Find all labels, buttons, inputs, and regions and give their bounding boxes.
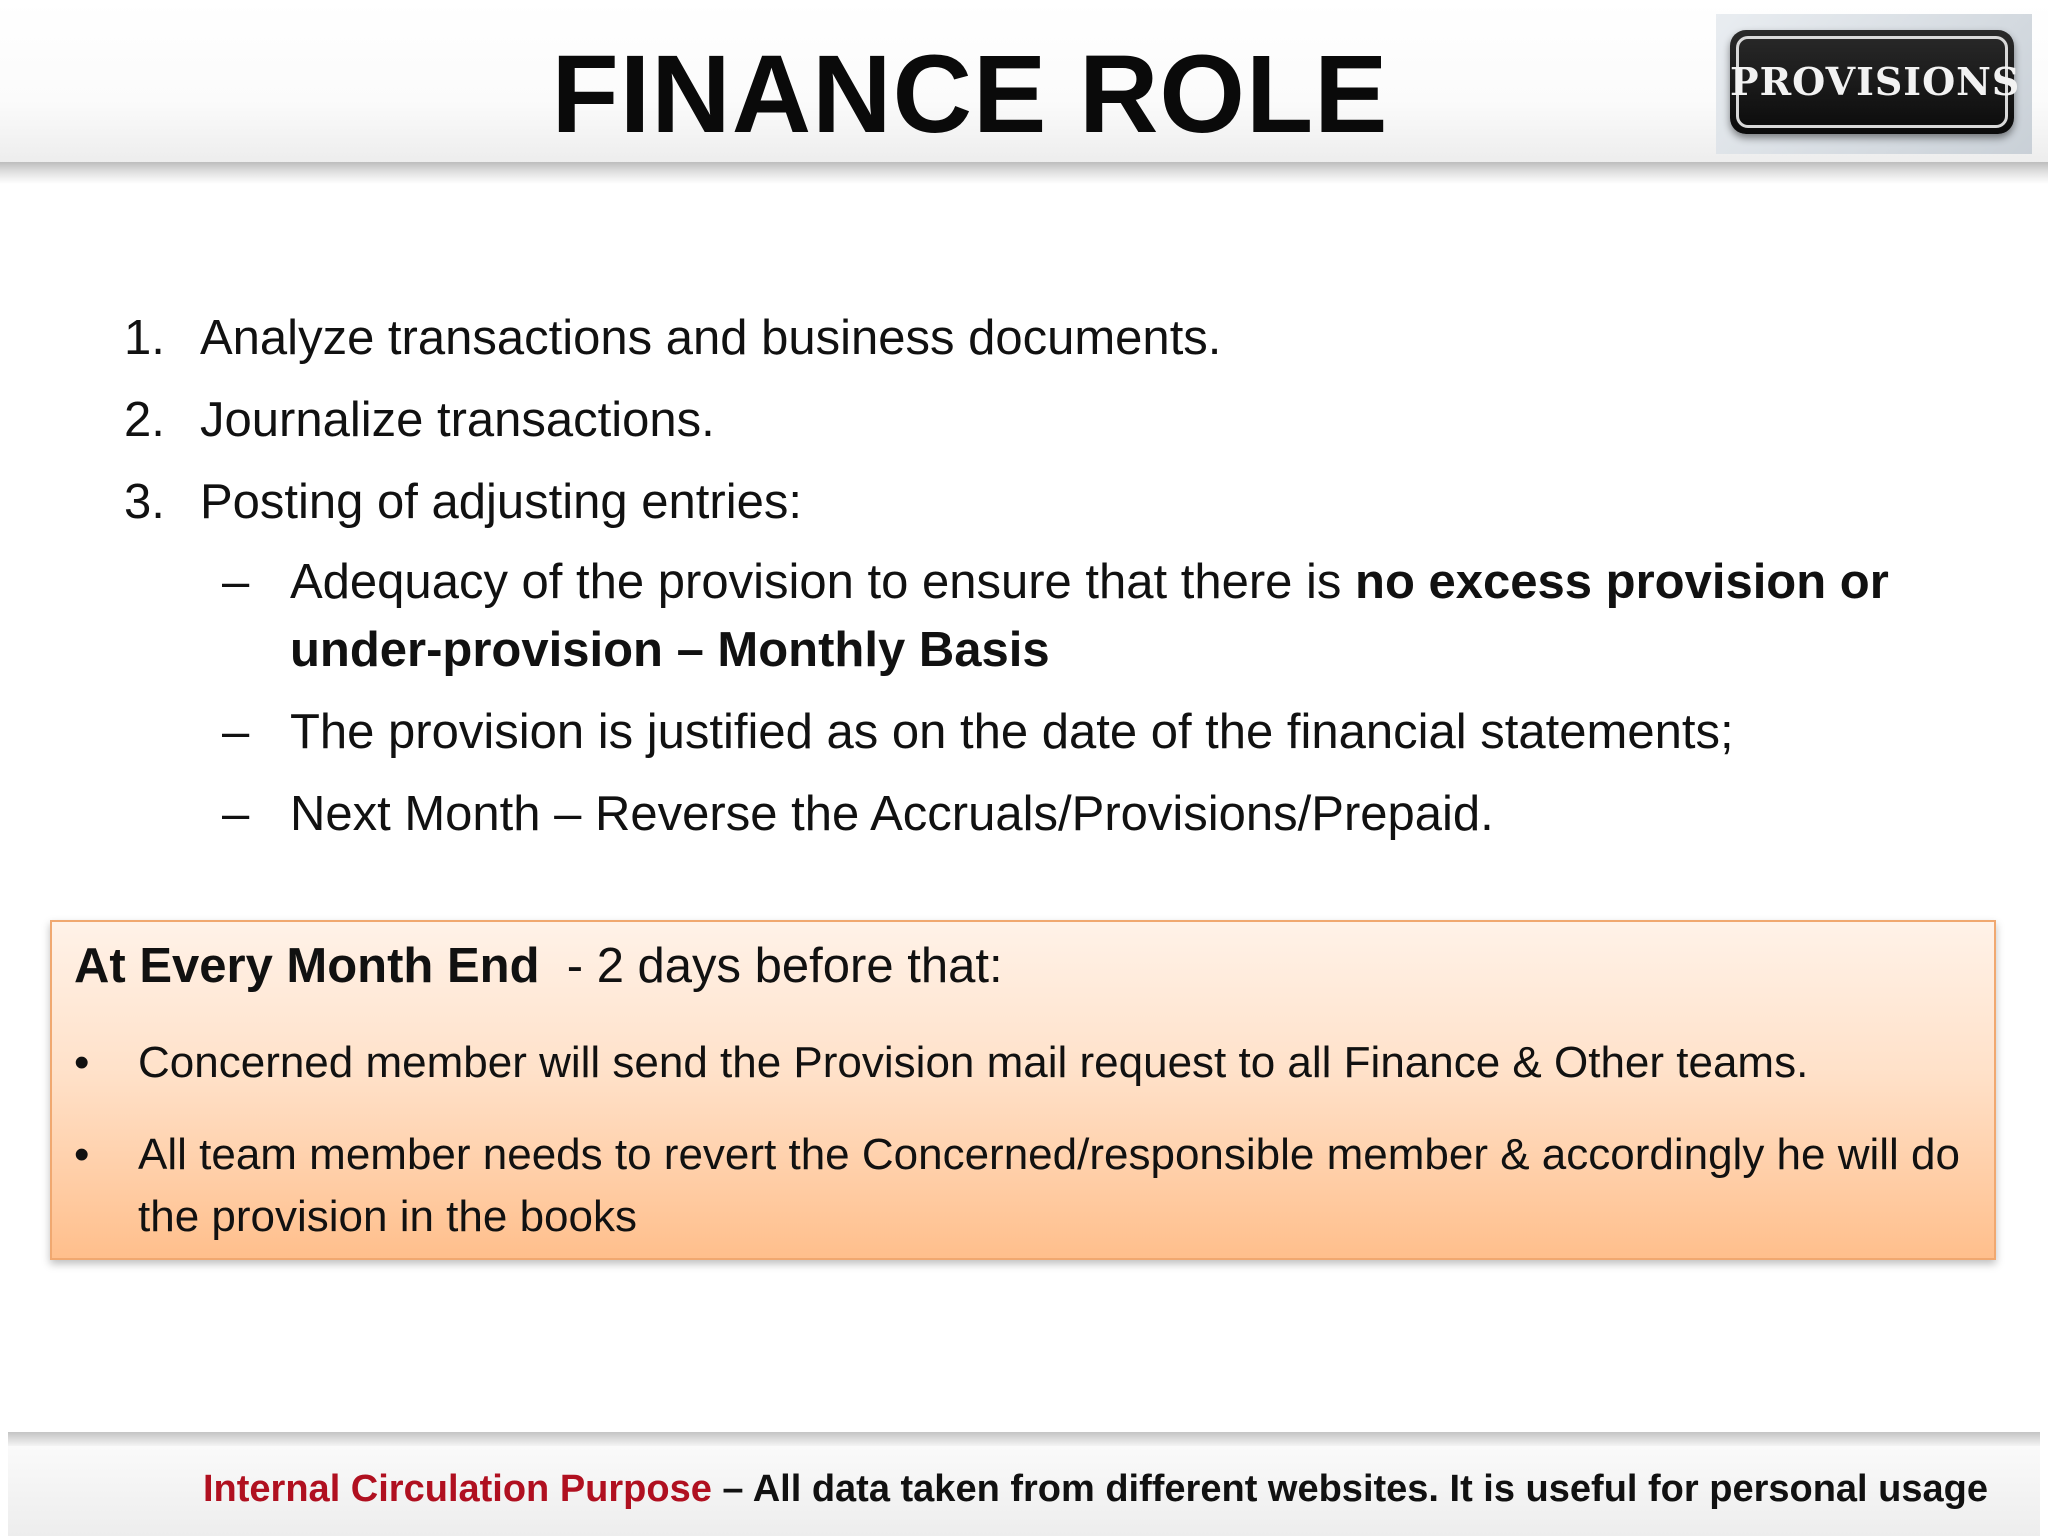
bullet-marker: • [74,1130,90,1179]
month-end-callout [50,920,1996,1260]
list-item-text: Journalize transactions. [200,393,715,447]
list-item-text: Posting of adjusting entries: [200,475,802,529]
dash-marker: – [222,555,250,609]
sub-item-normal-text: Adequacy of the provision to ensure that there is [290,555,1356,609]
list-item-number: 2. [124,393,165,447]
provisions-logo [1716,14,2032,154]
callout-heading-bold: At Every Month End [74,939,540,993]
sub-list-item-text [290,548,1990,684]
sub-item-bold-text: no excess provision or [1355,555,1889,609]
list-item [124,386,715,454]
sub-item-bold-text: under-provision – Monthly Basis [290,623,1050,677]
callout-heading [74,932,1003,1000]
callout-heading-rest: - 2 days before that: [539,939,1003,993]
dash-marker: – [222,705,250,759]
footer-divider [8,1432,2040,1446]
list-item-number: 1. [124,311,165,365]
list-item-number: 3. [124,475,165,529]
dash-marker: – [222,787,250,841]
callout-bullet-text: Concerned member will send the Provision mail request to all Finance & Other teams. [138,1038,1809,1087]
sub-list-item-text: The provision is justified as on the date of the financial statements; [290,705,1734,759]
logo-sign [1730,30,2021,134]
footer-red-text: Internal Circulation Purpose [203,1468,712,1510]
footer-note [203,1462,1988,1516]
callout-bullet-text: All team member needs to revert the Concerned/responsible member & accordingly he will do the provision in the books [138,1130,1960,1241]
sub-list-item-text: Next Month – Reverse the Accruals/Provisions/Prepaid. [290,787,1494,841]
footer-rest-text: – All data taken from different websites. It is useful for personal usage [711,1468,1988,1510]
logo-text: PROVISIONS [1730,59,2021,104]
list-item [124,304,1221,372]
header-divider [0,162,2048,184]
list-item-text: Analyze transactions and business documents. [200,311,1222,365]
page-title: FINANCE ROLE [551,33,1389,156]
bullet-marker: • [74,1038,90,1087]
list-item [124,468,802,536]
